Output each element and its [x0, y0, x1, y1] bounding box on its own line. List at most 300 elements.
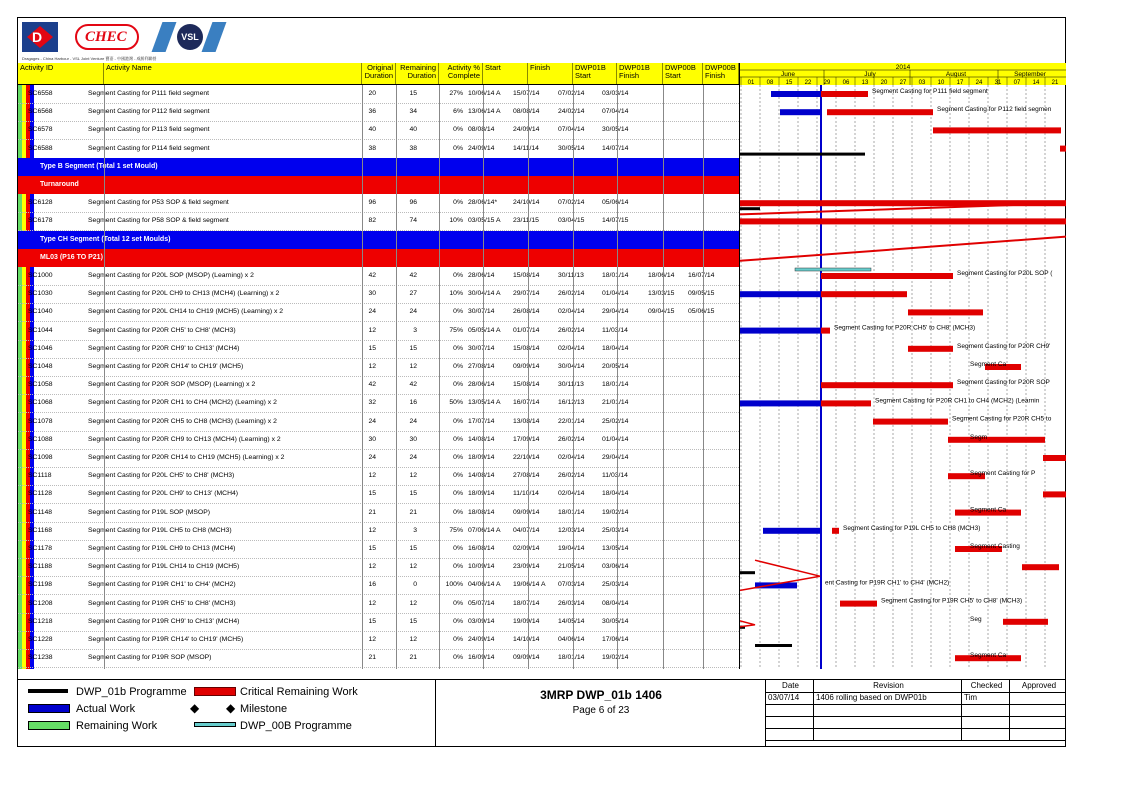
dwp00b-start — [648, 595, 688, 613]
activity-name: Segment Casting for P20L CH14 to CH19 (MCH5) (Learning) x 2 — [88, 308, 284, 316]
finish-date: 02/09/14 — [513, 545, 540, 552]
dwp00b-finish — [688, 449, 724, 467]
start-date: 28/06/14* — [468, 199, 498, 207]
group-band[interactable]: Type CH Segment (Total 12 set Moulds) — [18, 231, 739, 249]
finish-date: 14/10/14 — [513, 636, 540, 643]
activity-name: Segment Casting for P19R CH9' to CH13' (MCH4) — [88, 617, 240, 625]
remaining-duration: 15 — [409, 490, 417, 498]
dwp01b-start: 30/04/14 — [558, 363, 585, 370]
header-dwp00b-finish[interactable]: DWP00B Finish — [703, 63, 739, 84]
original-duration: 42 — [368, 272, 376, 279]
dwp00b-start — [648, 103, 688, 121]
legend-milestone-label: Milestone — [240, 703, 288, 715]
table-row[interactable] — [18, 449, 739, 468]
legend-dwp00b-swatch — [194, 722, 236, 727]
original-duration: 24 — [368, 417, 376, 425]
timescale-day: 24 — [975, 80, 983, 86]
activity-id: SC1046 — [28, 344, 53, 352]
header-activity-id[interactable]: Activity ID — [18, 63, 104, 84]
legend-actual-label: Actual Work — [76, 703, 136, 715]
legend-dwp01b-label: DWP_01b Programme — [76, 686, 187, 698]
start-date: 04/06/14 A — [468, 581, 501, 589]
activity-id: SC1228 — [28, 636, 53, 643]
percent-complete: 75% — [449, 326, 463, 334]
table-row[interactable] — [18, 103, 739, 122]
finish-date: 15/07/14 — [513, 90, 540, 97]
activity-id: SC1044 — [28, 326, 53, 334]
activity-name: Segment Casting for P19R CH5' to CH8' (MCH3) — [88, 599, 236, 607]
dwp01b-start: 18/01/14 — [558, 508, 585, 516]
finish-date: 14/11/14 — [513, 144, 539, 152]
col-separator — [483, 85, 484, 669]
dwp01b-start: 02/04/14 — [558, 490, 585, 498]
percent-complete: 0% — [453, 545, 463, 552]
timescale-day: 14 — [1032, 80, 1040, 86]
remaining-duration: 12 — [409, 636, 417, 643]
table-row[interactable] — [18, 413, 739, 432]
header-percent-complete[interactable]: Activity % Complete — [439, 63, 483, 84]
table-row[interactable] — [18, 649, 739, 668]
activity-id: SC6568 — [28, 108, 53, 116]
dwp01b-finish: 19/02/14 — [602, 508, 629, 516]
bar-label: Segment Casting for P19L CH5 to CH8 (MCH3) — [843, 524, 981, 532]
table-row[interactable] — [18, 576, 739, 595]
dwp01b-finish: 25/03/14 — [602, 526, 629, 534]
group-band[interactable]: Type B Segment (Total 1 set Mould) — [18, 158, 739, 176]
percent-complete: 75% — [449, 526, 463, 534]
table-row[interactable] — [18, 558, 739, 577]
dwp01b-start: 26/03/14 — [558, 599, 585, 607]
col-separator — [573, 85, 574, 669]
dwp00b-finish — [688, 649, 724, 667]
timescale-day: 29 — [823, 80, 831, 86]
table-row[interactable] — [18, 212, 739, 231]
actual-work-bar — [740, 400, 821, 406]
table-row[interactable] — [18, 595, 739, 614]
percent-complete: 0% — [453, 381, 463, 389]
critical-work-bar — [821, 273, 953, 279]
finish-date: 01/07/14 — [513, 326, 540, 334]
timescale-day: 03 — [918, 80, 926, 86]
original-duration: 12 — [368, 599, 376, 607]
dwp01b-finish: 18/01/14 — [602, 272, 629, 279]
legend-actual-swatch — [28, 704, 70, 713]
dwp00b-finish — [688, 121, 724, 139]
timescale-year: 2014 — [895, 64, 911, 71]
percent-complete: 0% — [453, 435, 463, 443]
start-date: 28/06/14 — [468, 381, 495, 389]
dwp01b-finish: 05/06/14 — [602, 199, 629, 207]
percent-complete: 0% — [453, 472, 463, 480]
remaining-duration: 30 — [409, 435, 417, 443]
critical-work-bar — [821, 328, 830, 334]
critical-work-bar — [832, 528, 839, 534]
group-band[interactable]: Turnaround — [18, 176, 739, 194]
bar-label: Segment Casting for P112 field segmen — [937, 106, 1052, 114]
remaining-duration: 15 — [409, 617, 417, 625]
start-date: 16/09/14 — [468, 654, 495, 662]
percent-complete: 0% — [453, 454, 463, 461]
dwp01b-start: 30/11/13 — [558, 272, 584, 279]
dwp00b-start — [648, 558, 688, 576]
col-separator — [663, 85, 664, 669]
dwp01b-finish: 03/03/14 — [602, 90, 629, 97]
activity-name: Segment Casting for P19L SOP (MSOP) — [88, 508, 211, 516]
percent-complete: 0% — [453, 654, 463, 662]
original-duration: 15 — [368, 545, 376, 552]
remaining-duration: 12 — [409, 363, 417, 370]
dwp01b-bar — [755, 644, 792, 647]
table-row[interactable] — [18, 121, 739, 140]
dwp00b-start: 18/06/14 — [648, 272, 675, 279]
original-duration: 12 — [368, 526, 376, 534]
table-row[interactable] — [18, 504, 739, 523]
gantt-chart[interactable] — [739, 63, 1066, 669]
bar-label: Segment Casting for P20R CH9' — [957, 342, 1051, 350]
remaining-duration: 24 — [409, 454, 417, 461]
table-row[interactable] — [18, 631, 739, 650]
dwp01b-start: 07/02/14 — [558, 90, 585, 97]
table-row[interactable] — [18, 522, 739, 541]
dwp01b-start: 04/06/14 — [558, 636, 585, 643]
remaining-duration: 3 — [413, 526, 417, 534]
table-row[interactable] — [18, 285, 739, 304]
revision-approved — [1010, 692, 1066, 704]
header-finish[interactable]: Finish — [528, 63, 573, 84]
dwp01b-finish: 11/03/14 — [602, 326, 628, 334]
dwp00b-start: 09/04/15 — [648, 308, 675, 316]
activity-name: Segment Casting for P20L CH9' to CH13' (MCH4) — [88, 490, 239, 498]
finish-date: 24/09/14 — [513, 126, 540, 134]
start-date: 24/09/14 — [468, 636, 495, 643]
milestone-diamond-icon: ◆ — [226, 701, 236, 715]
dwp00b-start — [648, 394, 688, 412]
finish-date: 15/08/14 — [513, 272, 540, 279]
critical-work-bar — [821, 400, 871, 406]
dwp00b-start — [648, 140, 688, 158]
dwp01b-start: 14/05/14 — [558, 617, 585, 625]
timescale-month: June — [780, 71, 796, 78]
finish-date: 15/08/14 — [513, 381, 540, 389]
dwp01b-finish: 01/04/14 — [602, 290, 629, 298]
dwp00b-start — [648, 485, 688, 503]
dwp01b-bar — [740, 571, 755, 574]
legend-dwp00b-label: DWP_00B Programme — [240, 720, 352, 732]
percent-complete: 0% — [453, 344, 463, 352]
dwp00b-start — [648, 212, 688, 230]
critical-work-bar — [908, 346, 953, 352]
start-date: 17/07/14 — [468, 417, 495, 425]
dwp01b-start: 24/02/14 — [558, 108, 585, 116]
group-band[interactable]: ML03 (P16 TO P21) — [18, 249, 739, 267]
remaining-duration: 74 — [409, 217, 417, 225]
start-date: 14/08/14 — [468, 435, 495, 443]
activity-id: SC1078 — [28, 417, 53, 425]
dwp01b-finish: 29/04/14 — [602, 454, 629, 461]
percent-complete: 100% — [445, 581, 463, 589]
col-separator — [617, 85, 618, 669]
start-date: 10/06/14 A — [468, 90, 501, 97]
remaining-duration: 12 — [409, 563, 417, 571]
percent-complete: 10% — [449, 217, 463, 225]
table-row[interactable] — [18, 376, 739, 395]
activity-name: Segment Casting for P58 SOP & field segment — [88, 217, 229, 225]
remaining-duration: 15 — [409, 344, 417, 352]
dwp01b-finish: 18/04/14 — [602, 344, 629, 352]
timescale-day: 13 — [861, 80, 869, 86]
timescale-day: 21 — [1051, 80, 1059, 86]
remaining-duration: 24 — [409, 308, 417, 316]
start-date: 03/05/15 A — [468, 217, 501, 225]
table-row[interactable] — [18, 431, 739, 450]
activity-name: Segment Casting for P111 field segment — [88, 90, 210, 97]
dwp01b-finish: 30/05/14 — [602, 126, 629, 134]
table-row[interactable] — [18, 322, 739, 341]
activity-name: Segment Casting for P20L SOP (MSOP) (Learning) x 2 — [88, 272, 254, 279]
critical-work-bar — [840, 601, 877, 607]
timescale-day: 08 — [766, 80, 774, 86]
actual-work-bar — [740, 328, 821, 334]
dwp01b-start: 26/02/14 — [558, 326, 585, 334]
dwp00b-start: 13/03/15 — [648, 290, 675, 298]
percent-complete: 0% — [453, 490, 463, 498]
dwp01b-start: 18/01/14 — [558, 654, 585, 662]
percent-complete: 0% — [453, 308, 463, 316]
bar-label: Segment Ca — [970, 506, 1007, 514]
milestone-diamond-icon: ◆ — [190, 701, 200, 715]
bar-label: Segment Casting for P — [970, 470, 1036, 478]
original-duration: 12 — [368, 363, 376, 370]
finish-date: 17/09/14 — [513, 435, 540, 443]
bar-label: Segm — [970, 433, 987, 441]
dwp00b-finish — [688, 631, 724, 649]
table-row[interactable] — [18, 485, 739, 504]
finish-date: 19/09/14 — [513, 617, 540, 625]
legend-critical-label: Critical Remaining Work — [240, 686, 358, 698]
start-date: 18/09/14 — [468, 490, 495, 498]
critical-work-bar — [948, 437, 1045, 443]
critical-work-bar — [1060, 146, 1066, 152]
dwp01b-finish: 20/05/14 — [602, 363, 629, 370]
table-row[interactable] — [18, 303, 739, 322]
activity-name: Segment Casting for P19R CH14' to CH19' (MCH5) — [88, 636, 244, 643]
activity-name: Segment Casting for P113 field segment — [88, 126, 210, 134]
activity-name: Segment Casting for P19L CH9 to CH13 (MCH4) — [88, 545, 236, 552]
dwp01b-start: 02/04/14 — [558, 308, 585, 316]
bar-label: Segment Casting for P20R CH5 to — [952, 415, 1052, 423]
remaining-duration: 16 — [409, 399, 417, 407]
bar-label: Seg — [970, 615, 982, 623]
dwp01b-start: 21/05/14 — [558, 563, 585, 571]
critical-work-bar — [821, 382, 953, 388]
activity-id: SC6128 — [28, 199, 53, 207]
activity-id: SC1048 — [28, 363, 53, 370]
dwp01b-finish: 25/03/14 — [602, 581, 629, 589]
bar-label: Segment Casting for P111 field segment — [872, 88, 988, 95]
dwp01b-start: 26/02/14 — [558, 290, 585, 298]
dwp00b-finish: 16/07/14 — [688, 272, 715, 279]
activity-id: SC6588 — [28, 144, 53, 152]
start-date: 03/09/14 — [468, 617, 495, 625]
dwp00b-start — [648, 649, 688, 667]
header-dwp00b-start[interactable]: DWP00B Start — [663, 63, 703, 84]
page-number: Page 6 of 23 — [572, 705, 630, 716]
critical-work-bar — [1003, 619, 1048, 625]
start-date: 14/08/14 — [468, 472, 495, 480]
dwp01b-bar — [740, 207, 760, 210]
dwp00b-start — [648, 376, 688, 394]
activity-id: SC1128 — [28, 490, 53, 498]
remaining-duration: 15 — [409, 90, 417, 97]
dwp00b-finish — [688, 85, 724, 103]
finish-date: 16/07/14 — [513, 399, 540, 407]
original-duration: 12 — [368, 636, 376, 643]
actual-work-bar — [763, 528, 821, 534]
original-duration: 15 — [368, 617, 376, 625]
timescale-day: 06 — [842, 80, 850, 86]
dwp00b-finish: 05/06/15 — [688, 308, 715, 316]
header-remaining-duration[interactable]: Remaining Duration — [396, 63, 439, 84]
activity-id: SC1030 — [28, 290, 53, 298]
revision-table — [766, 679, 1066, 748]
vsl-logo: VSL — [155, 22, 225, 52]
dwp00b-finish — [688, 340, 724, 358]
original-duration: 21 — [368, 508, 376, 516]
finish-date: 11/10/14 — [513, 490, 539, 498]
activity-id: SC6178 — [28, 217, 53, 225]
legend — [18, 679, 436, 747]
dwp00b-finish — [688, 322, 724, 340]
dwp00b-finish — [688, 394, 724, 412]
start-date: 16/08/14 — [468, 545, 495, 552]
original-duration: 38 — [368, 144, 376, 152]
dwp00b-start — [648, 467, 688, 485]
header-original-duration[interactable]: Original Duration — [362, 63, 396, 84]
start-date: 07/06/14 A — [468, 526, 501, 534]
start-date: 28/06/14 — [468, 272, 495, 279]
dwp01b-finish: 19/02/14 — [602, 654, 629, 662]
activity-id: SC1238 — [28, 654, 53, 662]
bar-label: Segment Casting for P20R CH1 to CH4 (MCH2) (Learnin — [875, 397, 1040, 405]
col-separator — [396, 85, 397, 669]
header-activity-name[interactable]: Activity Name — [104, 63, 362, 84]
timescale-day: 15 — [785, 80, 793, 86]
remaining-duration: 12 — [409, 599, 417, 607]
activity-name: Segment Casting for P112 field segment — [88, 108, 210, 116]
finish-date: 24/10/14 — [513, 199, 540, 207]
activity-id: SC1088 — [28, 435, 53, 443]
table-row[interactable] — [18, 267, 739, 286]
table-row[interactable] — [18, 613, 739, 632]
activity-id: SC1208 — [28, 599, 53, 607]
finish-date: 09/09/14 — [513, 363, 540, 370]
table-row[interactable] — [18, 540, 739, 559]
table-row[interactable] — [18, 85, 739, 104]
critical-work-bar — [908, 309, 983, 315]
original-duration: 24 — [368, 454, 376, 461]
table-row[interactable] — [18, 394, 739, 413]
percent-complete: 0% — [453, 417, 463, 425]
critical-work-bar — [933, 127, 1061, 133]
table-row[interactable] — [18, 467, 739, 486]
activity-id: SC6578 — [28, 126, 53, 134]
dwp01b-finish: 14/07/15 — [602, 217, 629, 225]
activity-name: Segment Casting for P19R SOP (MSOP) — [88, 654, 212, 662]
original-duration: 40 — [368, 126, 376, 134]
bar-label: ent Casting for P19R CH1' to CH4' (MCH2) — [825, 579, 950, 587]
dwp01b-finish: 18/01/14 — [602, 381, 629, 389]
percent-complete: 0% — [453, 617, 463, 625]
revision-date: 03/07/14 — [766, 692, 814, 704]
dwp00b-finish — [688, 103, 724, 121]
dwp01b-start: 03/04/15 — [558, 217, 585, 225]
table-row[interactable] — [18, 140, 739, 159]
bar-label: Segment Casting for P20R CH5' to CH8' (MCH3) — [834, 324, 976, 332]
original-duration: 15 — [368, 490, 376, 498]
header-dwp01b-finish[interactable]: DWP01B Finish — [617, 63, 663, 84]
original-duration: 16 — [368, 581, 376, 589]
dwp01b-finish: 01/04/14 — [602, 435, 629, 443]
dwp01b-start: 02/04/14 — [558, 344, 585, 352]
dwp00b-finish — [688, 140, 724, 158]
finish-date: 22/10/14 — [513, 454, 540, 461]
header-start[interactable]: Start — [483, 63, 528, 84]
col-separator — [703, 85, 704, 669]
dwp01b-finish: 03/06/14 — [602, 563, 629, 571]
percent-complete: 0% — [453, 272, 463, 279]
table-row[interactable] — [18, 358, 739, 377]
dwp00b-start — [648, 194, 688, 212]
header-dwp01b-start[interactable]: DWP01B Start — [573, 63, 617, 84]
activity-name: Segment Casting for P53 SOP & field segment — [88, 199, 229, 207]
actual-work-bar — [771, 91, 821, 97]
percent-complete: 0% — [453, 599, 463, 607]
start-date: 18/09/14 — [468, 454, 495, 461]
percent-complete: 27% — [449, 90, 463, 97]
timescale-day: 10 — [937, 80, 945, 86]
dwp00b-start — [648, 449, 688, 467]
activity-name: Segment Casting for P19L CH14 to CH19 (MCH5) — [88, 563, 240, 571]
start-date: 27/08/14 — [468, 363, 495, 370]
activity-name: Segment Casting for P20L CH5' to CH8' (MCH3) — [88, 472, 235, 480]
dwp00b-start — [648, 121, 688, 139]
report-title: 3MRP DWP_01b 1406 — [540, 688, 662, 702]
original-duration: 42 — [368, 381, 376, 389]
dwp00b-start — [648, 340, 688, 358]
col-separator — [528, 85, 529, 669]
dwp01b-finish: 13/05/14 — [602, 545, 629, 552]
original-duration: 12 — [368, 563, 376, 571]
timescale-day: 07 — [1013, 80, 1021, 86]
activity-id: SC1218 — [28, 617, 53, 625]
percent-complete: 6% — [453, 108, 463, 116]
dwp00b-finish — [688, 485, 724, 503]
col-separator — [362, 85, 363, 669]
dwp01b-start: 12/03/14 — [558, 526, 585, 534]
table-row[interactable] — [18, 194, 739, 213]
dwp00b-finish — [688, 358, 724, 376]
table-row[interactable] — [18, 340, 739, 359]
activity-name: Segment Casting for P20R CH5 to CH8 (MCH3) (Learning) x 2 — [88, 417, 277, 425]
legend-remaining-label: Remaining Work — [76, 720, 158, 732]
finish-date: 13/08/14 — [513, 417, 540, 425]
remaining-duration: 21 — [409, 654, 417, 662]
dwp00b-start — [648, 322, 688, 340]
remaining-duration: 42 — [409, 272, 417, 279]
activity-name: Segment Casting for P19L CH5 to CH8 (MCH3) — [88, 526, 232, 534]
start-date: 13/05/14 A — [468, 399, 501, 407]
dwp01b-start: 07/03/14 — [558, 581, 585, 589]
